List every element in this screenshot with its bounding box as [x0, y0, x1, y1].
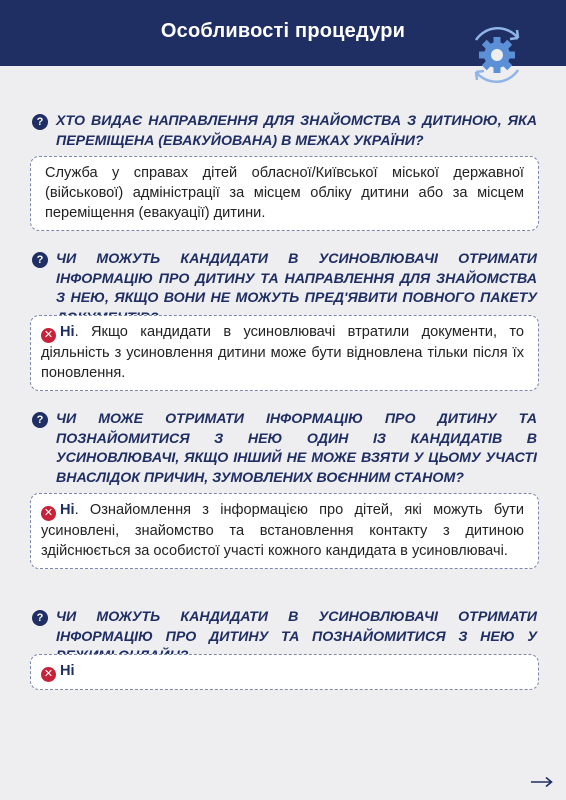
answer-2 — [30, 315, 539, 391]
arrow-right-icon[interactable] — [530, 776, 554, 788]
question-text: ХТО ВИДАЄ НАПРАВЛЕННЯ ДЛЯ ЗНАЙОМСТВА З ДИТИНОЮ, ЯКА ПЕРЕМІЩЕНА (ЕВАКУЙОВАНА) В МЕЖАХ УКРАЇНИ? — [56, 113, 537, 149]
x-circle-icon: ✕ — [41, 667, 56, 682]
x-circle-icon: ✕ — [41, 328, 56, 343]
answer-text: . Ознайомлення з інформацією про дітей, які можуть бути усиновлені, знайомство та встановлення контакту з дитиною здійснюється за особистої участі кожного кандидата в усиновлювачі. — [41, 502, 524, 559]
answer-no: Ні — [60, 663, 75, 679]
answer-no: Ні — [60, 502, 75, 518]
question-text: ЧИ МОЖУТЬ КАНДИДАТИ В УСИНОВЛЮВАЧІ ОТРИМАТИ ІНФОРМАЦІЮ ПРО ДИТИНУ ТА ПОЗНАЙОМИТИСЯ З НЕЮ У — [56, 609, 537, 645]
question-circle-icon: ? — [32, 252, 48, 268]
question-circle-icon: ? — [32, 412, 48, 428]
answer-3 — [30, 493, 539, 569]
answer-1 — [30, 156, 539, 231]
question-circle-icon: ? — [32, 114, 48, 130]
question-text: ЧИ МОЖУТЬ КАНДИДАТИ В УСИНОВЛЮВАЧІ ОТРИМАТИ ІНФОРМАЦІЮ ПРО ДИТИНУ ТА НАПРАВЛЕННЯ ДЛЯ ЗНАЙОМСТВА З НЕЮ, ЯКЩО ВОНИ НЕ МОЖУТЬ ПРЕД'ЯВИТИ ПОВНОГО ПАКЕТУ — [56, 251, 537, 306]
question-circle-icon: ? — [32, 610, 48, 626]
answer-text: Служба у справах дітей обласної/Київської міської державної (військової) адміністрації за місцем обліку дитини або за місцем переміщення (евакуації) дитини. — [45, 165, 524, 221]
answer-4 — [30, 654, 539, 690]
answer-no: Ні — [60, 324, 75, 340]
question-1 — [32, 112, 537, 151]
page-title: Особливості процедури — [160, 20, 406, 42]
x-circle-icon: ✕ — [41, 506, 56, 521]
question-3 — [32, 410, 537, 488]
question-text: ЧИ МОЖЕ ОТРИМАТИ ІНФОРМАЦІЮ ПРО ДИТИНУ ТА ПОЗНАЙОМИТИСЯ З НЕЮ ОДИН ІЗ КАНДИДАТІВ В УСИНОВЛЮВАЧІ, ЯКЩО ІНШИЙ НЕ МОЖЕ ВЗЯТИ У ЦЬОМУ УЧАСТІ ВНАСЛІДОК ПРИЧИН, ЗУМОВЛЕНИХ ВОЄННИМ СТАНОМ? — [56, 411, 537, 486]
gear-cycle-icon — [462, 20, 532, 90]
answer-text: . Якщо кандидати в усиновлювачі втратили документи, то діяльність з усиновлення дитини може бути відновлена тільки після їх поновлення. — [41, 324, 524, 381]
